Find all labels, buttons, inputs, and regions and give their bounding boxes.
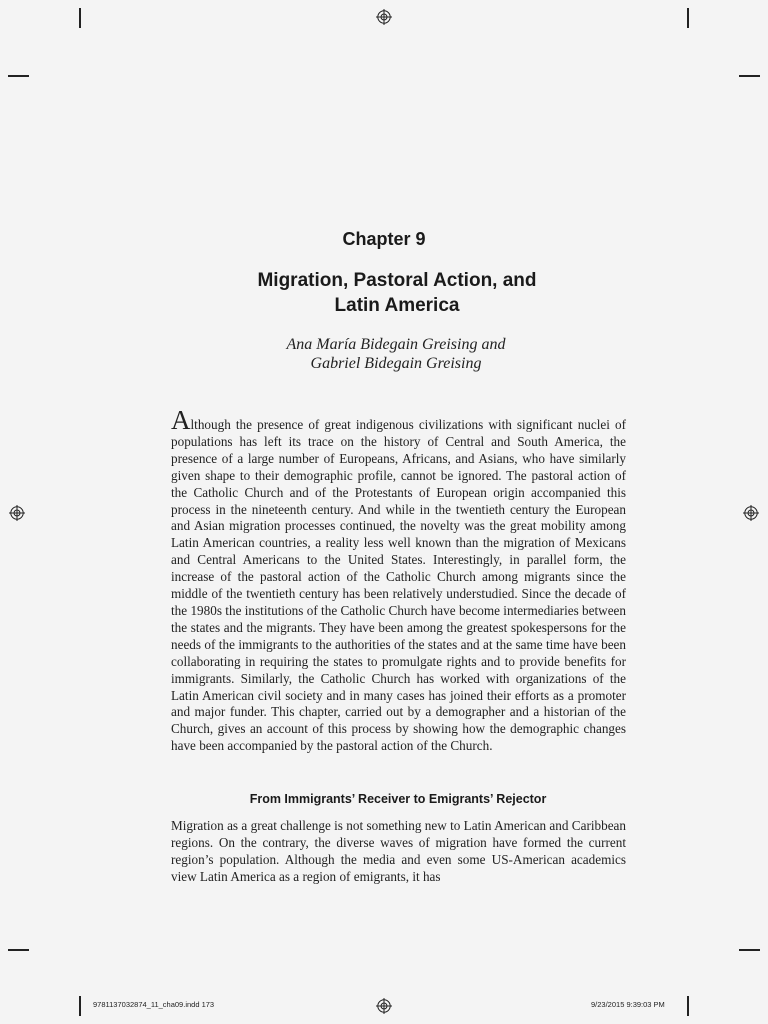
registration-mark-icon bbox=[743, 505, 759, 521]
crop-mark bbox=[687, 8, 689, 28]
chapter-title-line: Migration, Pastoral Action, and bbox=[257, 270, 537, 291]
chapter-title-line: Latin America bbox=[334, 295, 460, 316]
section-heading: From Immigrants’ Receiver to Emigrants’ Rejector bbox=[249, 792, 547, 806]
crop-mark bbox=[8, 75, 29, 77]
slug-timestamp: 9/23/2015 9:39:03 PM bbox=[591, 1000, 665, 1009]
crop-mark bbox=[687, 996, 689, 1016]
section-paragraph: Migration as a great challenge is not something new to Latin American and Caribbean regions. On the contrary, the diverse waves of migration have formed the current region’s population. Although the media and even some US-American academics view Latin America as a region of emigrants, it has bbox=[171, 818, 626, 884]
chapter-label: Chapter 9 bbox=[342, 229, 426, 249]
intro-text: lthough the presence of great indigenous civilizations with significant nuclei of populations has left its trace on the history of Central and South America, the presence of a large number of Europeans, Africans, and Asians, who have similarly given shape to their demographic profile, cannot be ignored. The pastoral action of the Catholic Church and of the Protestants of European origin accompanied this process in the nineteenth century. And while in the twentieth century the European and Asian migration processes continued, the novelty was the great mobility among Latin American countries, a reality less well known than the migration of Mexicans and Central Americans to the United States. Interestingly, in parallel form, the increase of the pastoral action of the Catholic Church among migrants since the middle of the twentieth century has been relatively understudied. Since the decade of the 1980s the institutions of the Catholic Church have become intermediaries between the states and the migrants. They have been among the greatest spokespersons for the needs of the immigrants to the authorities of the states and at the same time have been collaborating in requiring the states to promulgate rights and to provide benefits for immigrants. Similarly, the Catholic Church has worked with organizations of the Latin American civil society and in many cases has joined their efforts as a promoter and major funder. This chapter, carried out by a demographer and a historian of the Church, gives an account of this process by showing how the demographic changes have been accompanied by the pastoral action of the Church. bbox=[171, 417, 626, 754]
drop-cap: A bbox=[171, 405, 191, 435]
intro-paragraph bbox=[171, 405, 626, 755]
chapter-title bbox=[0, 268, 768, 318]
registration-mark-icon bbox=[376, 998, 392, 1014]
slug-file-info: 9781137032874_11_cha09.indd 173 bbox=[93, 1000, 215, 1009]
crop-mark bbox=[739, 75, 760, 77]
crop-mark bbox=[79, 996, 81, 1016]
crop-mark bbox=[739, 949, 760, 951]
crop-mark bbox=[8, 949, 29, 951]
chapter-authors bbox=[0, 335, 768, 373]
registration-mark-icon bbox=[9, 505, 25, 521]
author-line: Gabriel Bidegain Greising bbox=[310, 355, 482, 372]
crop-mark bbox=[79, 8, 81, 28]
registration-mark-icon bbox=[376, 9, 392, 25]
author-line: Ana María Bidegain Greising and bbox=[286, 336, 506, 353]
